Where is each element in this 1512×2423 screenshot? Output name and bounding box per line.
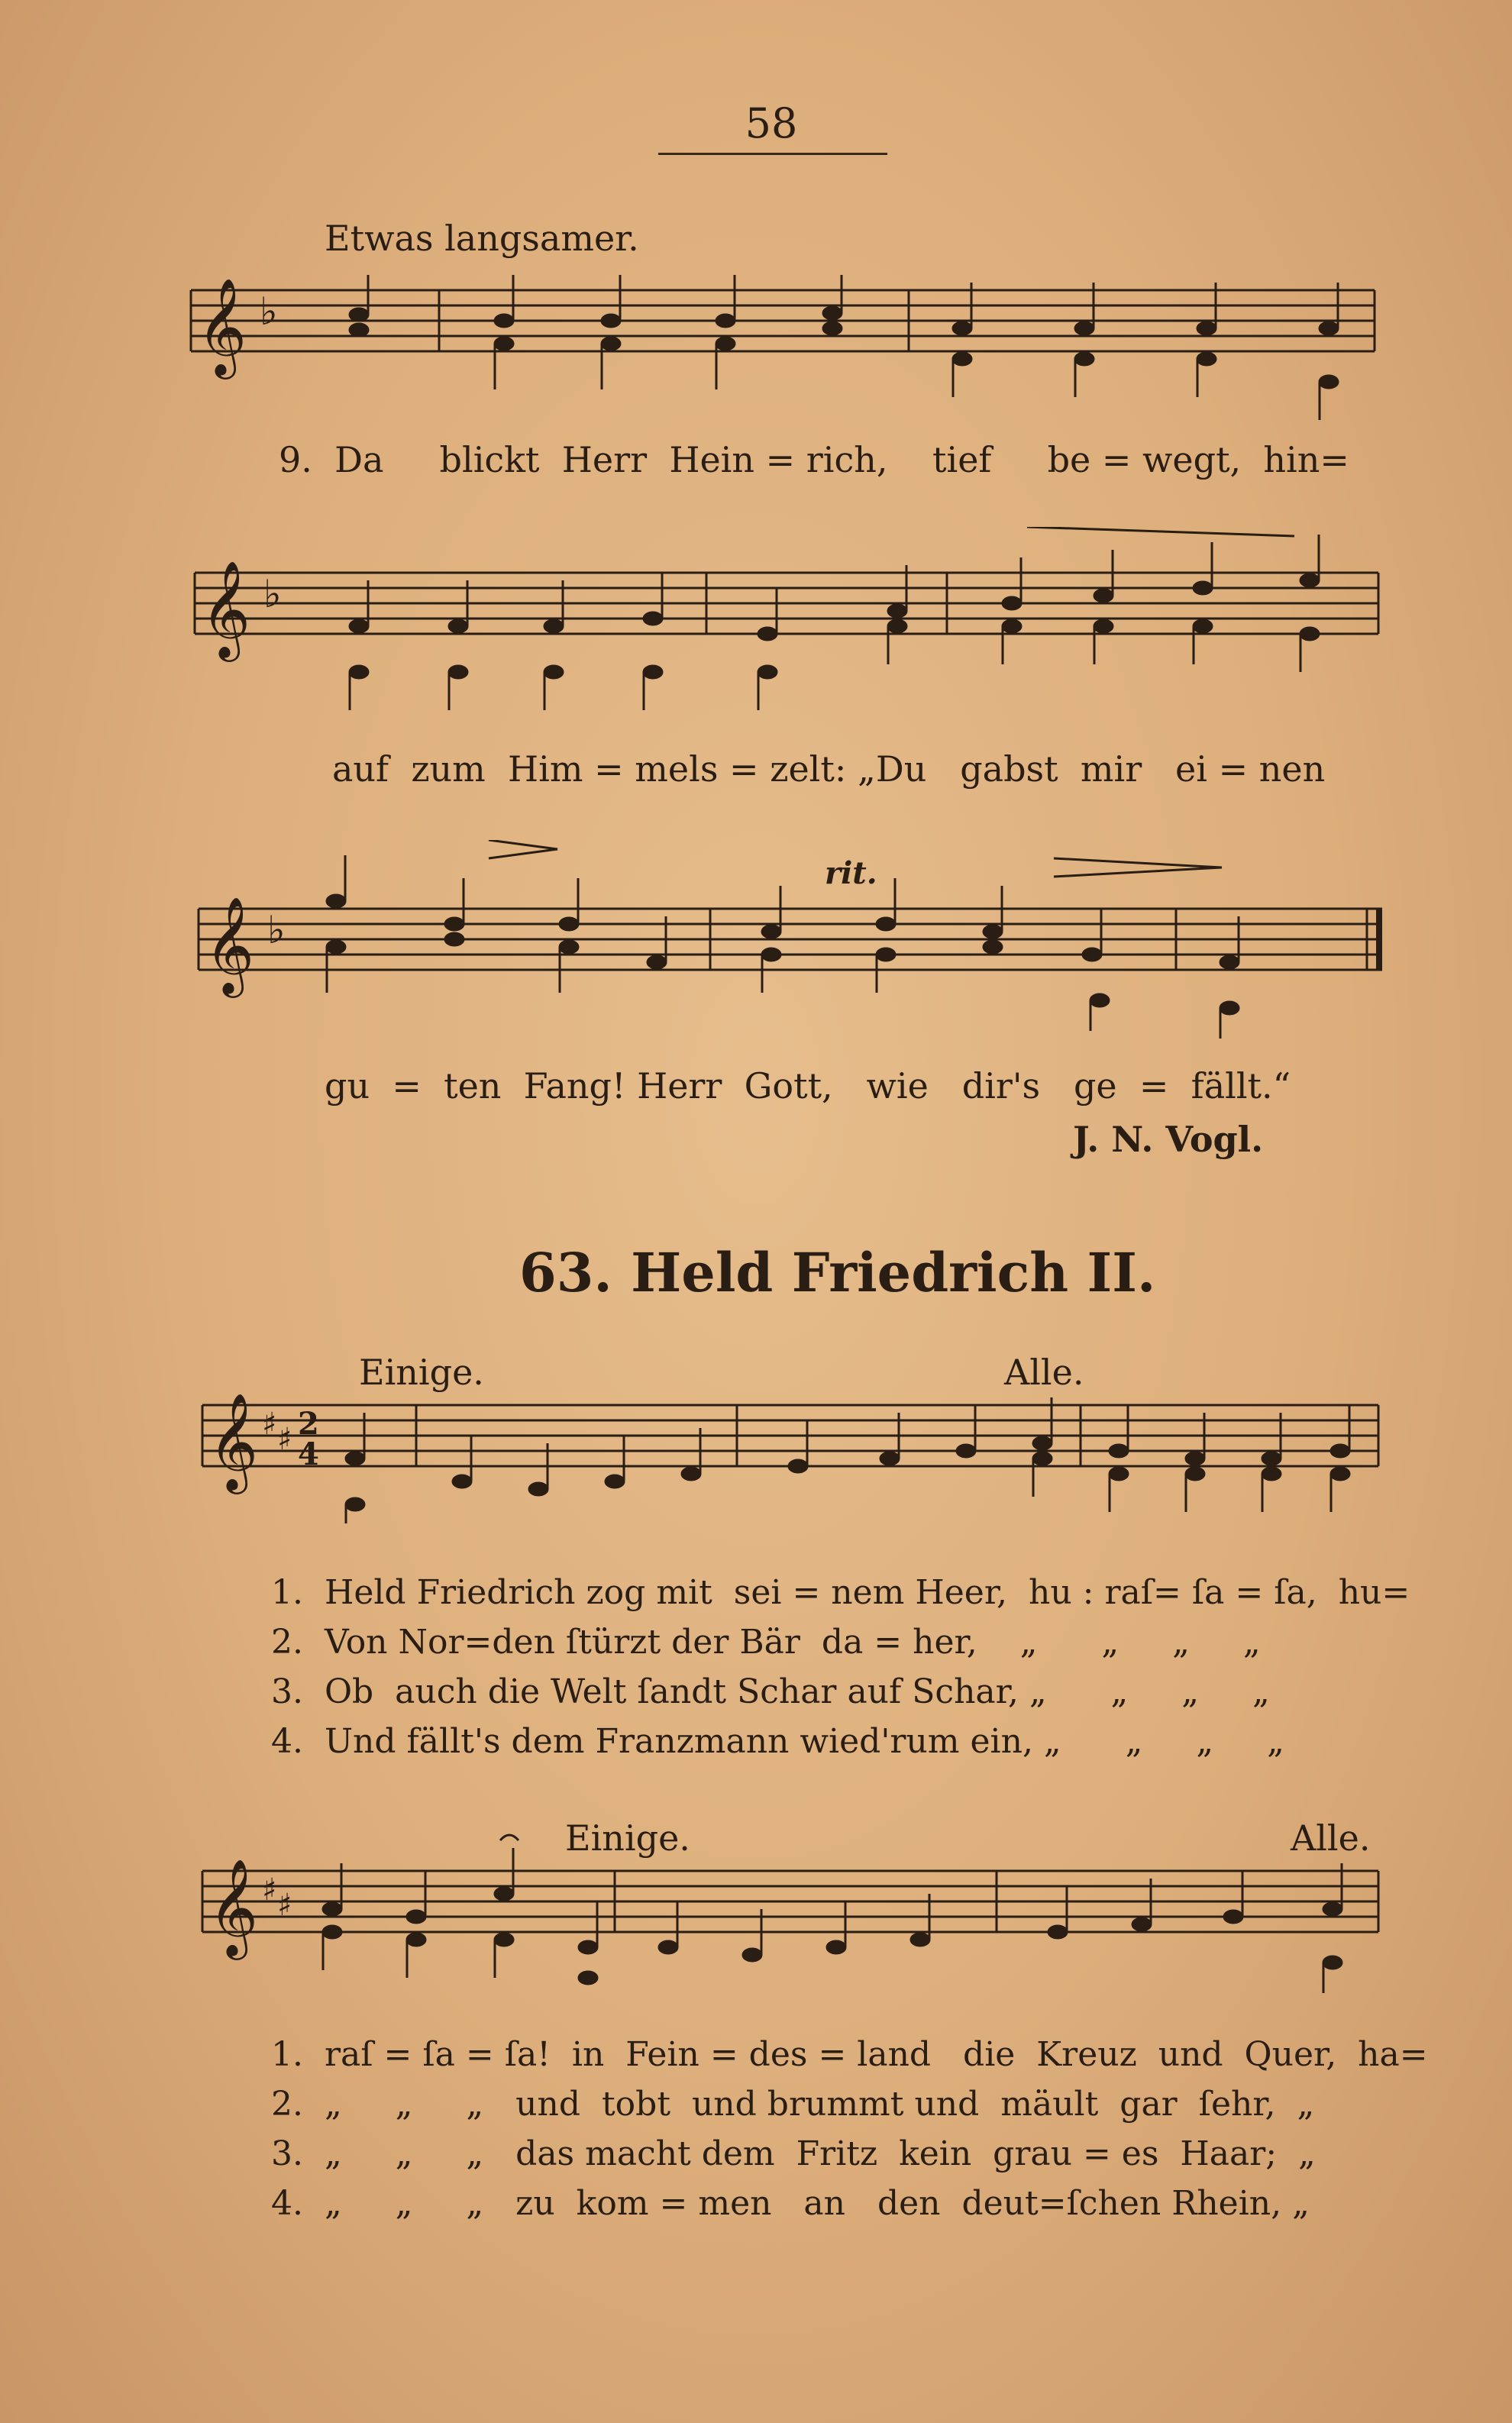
svg-text:4: 4 [298,1436,319,1472]
svg-text:𝄞: 𝄞 [208,1858,259,1956]
author-credit: J. N. Vogl. [1073,1119,1264,1160]
page-number: 58 [745,99,798,147]
svg-text:♭: ♭ [263,572,282,616]
svg-text:♭: ♭ [267,908,286,952]
music-staff-1 [183,275,1382,443]
cue-einige-1: Einige. [359,1352,484,1393]
svg-text:𝄞: 𝄞 [208,1392,259,1490]
lyric-line-2: auf zum Him = mels = zelt: „Du gabst mir ei = nen [332,748,1326,790]
cue-alle-1: Alle. [1004,1352,1084,1393]
music-staff-5 [195,1825,1386,2001]
cue-einige-2: Einige. [565,1817,690,1859]
ritardando-marking: rit. [825,855,877,891]
verse-b-3: 3. „ „ „ das macht dem Fritz kein grau = es Haar; „ [271,2134,1316,2173]
verse-b-2: 2. „ „ „ und tobt und brummt und mäult gar ſehr, „ [271,2085,1315,2124]
svg-text:𝄞: 𝄞 [205,896,255,993]
verse-a-1: 1. Held Friedrich zog mit sei = nem Heer, hu : raſ= ſa = ſa, hu= [271,1573,1410,1612]
svg-text:♯: ♯ [262,1872,277,1908]
cue-alle-2: Alle. [1291,1817,1371,1859]
verse-a-4: 4. Und fällt's dem Franzmann wied'rum ein, „ „ „ „ [271,1722,1284,1761]
verse-b-1: 1. raſ = ſa = ſa! in Fein = des = land die Kreuz und Quer, ha= [271,2035,1428,2074]
tempo-marking: Etwas langsamer. [325,218,639,259]
music-staff-2 [187,527,1386,725]
verse-a-3: 3. Ob auch die Welt ſandt Schar auf Schar, „ „ „ „ [271,1672,1270,1711]
svg-text:♯: ♯ [262,1407,277,1442]
verse-a-2: 2. Von Nor=den ſtürzt der Bär da = her, „ „ „ „ [271,1623,1261,1662]
svg-text:♯: ♯ [277,1888,292,1923]
svg-text:♯: ♯ [277,1422,292,1457]
svg-text:♭: ♭ [260,289,278,334]
lyric-line-1: 9. Da blickt Herr Hein = rich, tief be = wegt, hin= [279,439,1349,480]
verse-b-4: 4. „ „ „ zu kom = men an den deut=ſchen Rhein, „ [271,2184,1310,2223]
svg-text:2: 2 [298,1406,319,1442]
svg-text:𝄞: 𝄞 [201,560,251,657]
page-number-rule [658,153,887,155]
svg-text:𝄞: 𝄞 [197,277,247,375]
music-staff-3 [191,840,1390,1039]
song-title: 63. Held Friedrich II. [519,1241,1156,1304]
music-staff-4 [195,1375,1386,1527]
lyric-line-3: gu = ten Fang! Herr Gott, wie dir's ge = fällt.“ [325,1065,1291,1107]
